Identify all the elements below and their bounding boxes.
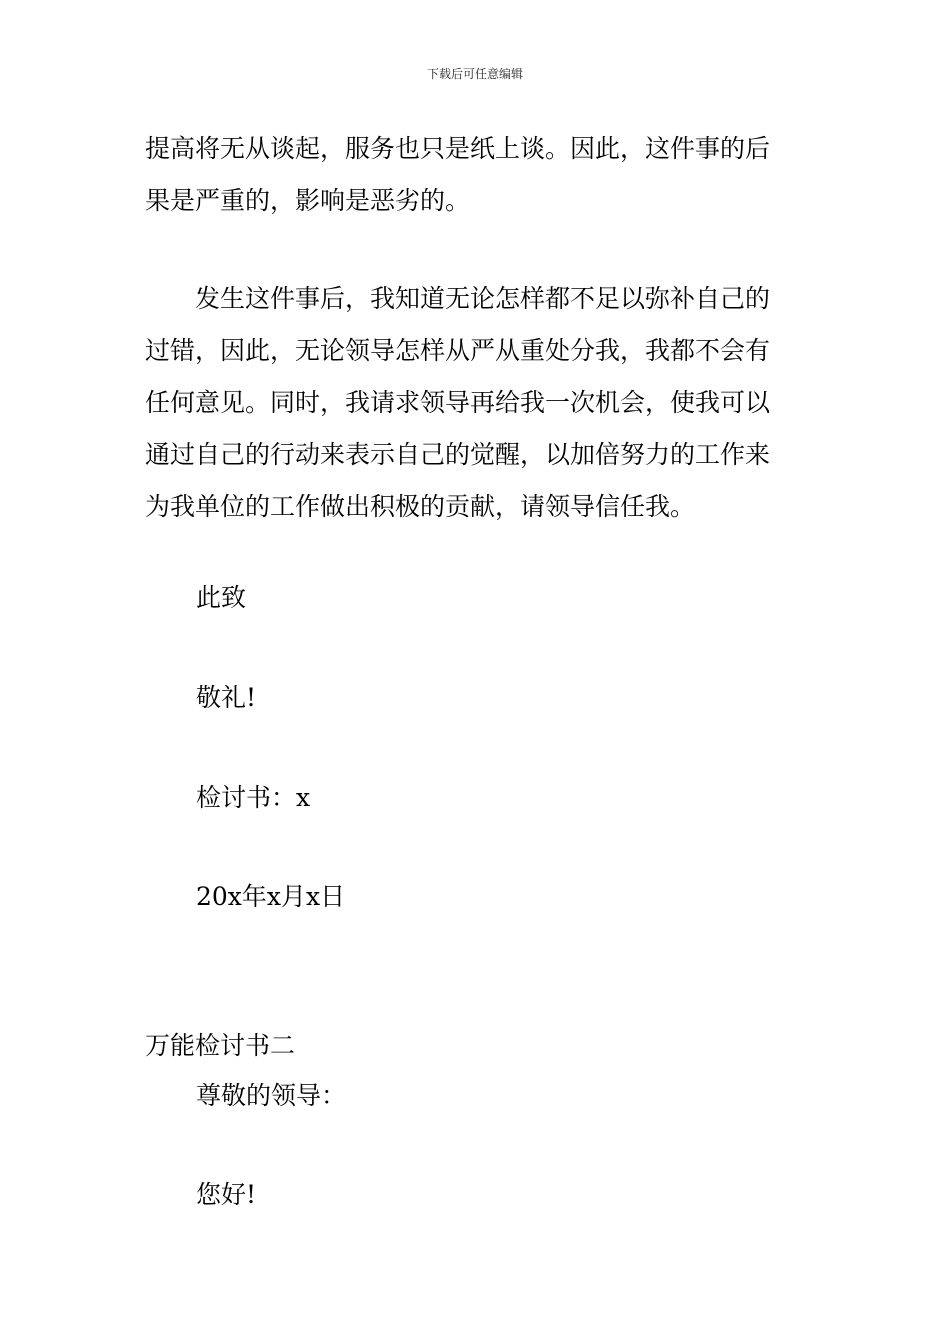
closing-ci-zhi: 此致	[196, 583, 247, 612]
signature-line: 检讨书：x	[196, 783, 311, 812]
paragraph-1-line-2: 果是严重的，影响是恶劣的。	[145, 186, 471, 215]
paragraph-2-line-3: 任何意见。同时，我请求领导再给我一次机会，使我可以	[145, 388, 771, 417]
section-2-salutation: 尊敬的领导：	[196, 1081, 347, 1110]
paragraph-2	[145, 280, 815, 525]
paragraph-2-line-5: 为我单位的工作做出积极的贡献，请领导信任我。	[145, 492, 696, 521]
closing-jing-li: 敬礼!	[196, 683, 257, 712]
paragraph-1	[145, 130, 815, 219]
paragraph-2-line-1: 发生这件事后，我知道无论怎样都不足以弥补自己的	[145, 284, 771, 313]
section-2-greeting: 您好!	[196, 1180, 257, 1209]
paragraph-1-line-1: 提高将无从谈起，服务也只是纸上谈。因此，这件事的后	[145, 134, 771, 163]
header-note: 下载后可任意编辑	[426, 67, 523, 81]
section-2-title: 万能检讨书二	[145, 1031, 296, 1060]
paragraph-2-line-4: 通过自己的行动来表示自己的觉醒，以加倍努力的工作来	[145, 440, 771, 469]
date-line: 20x年x月x日	[196, 882, 346, 911]
paragraph-2-line-2: 过错，因此，无论领导怎样从严从重处分我，我都不会有	[145, 336, 771, 365]
